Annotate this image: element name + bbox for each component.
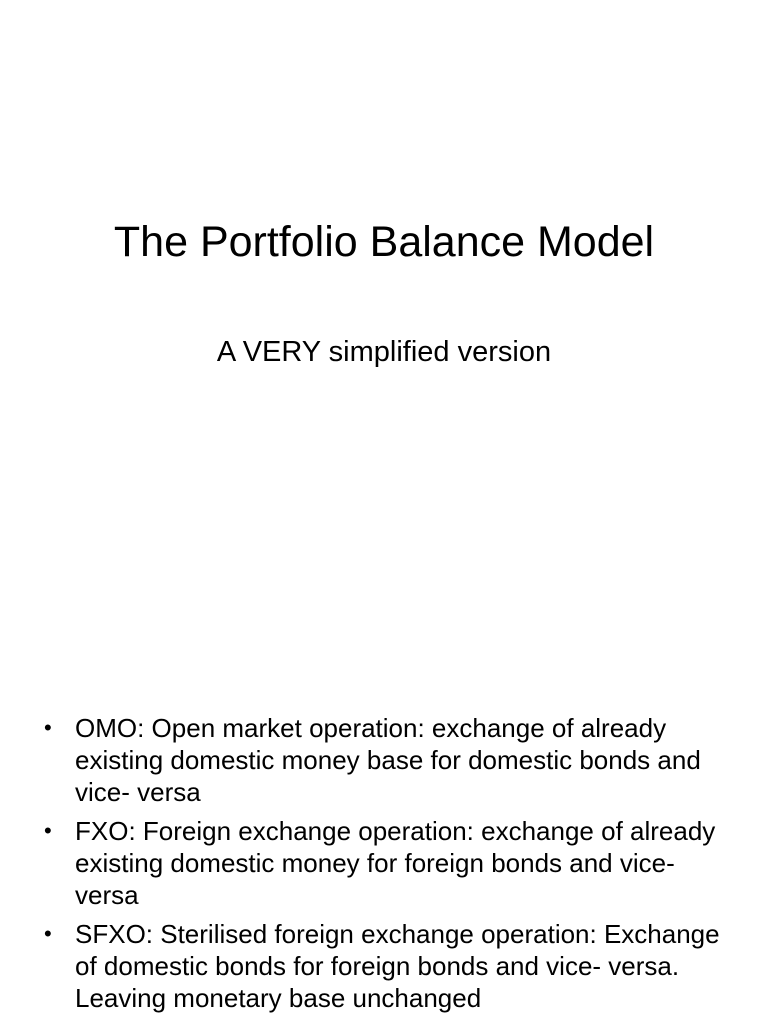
bullet-item-omo xyxy=(44,712,734,808)
slide-title: The Portfolio Balance Model xyxy=(113,218,655,266)
bullet-list xyxy=(44,712,734,1021)
bullet-dot-icon: • xyxy=(44,715,52,740)
bullet-item-fxo xyxy=(44,815,734,911)
bullet-dot-icon: • xyxy=(44,921,52,946)
slide-subtitle: A VERY simplified version xyxy=(216,336,552,368)
bullet-text: OMO: Open market operation: exchange of already existing domestic money base for domestic bonds and vice- versa xyxy=(75,713,701,807)
bullet-text: FXO: Foreign exchange operation: exchange of already existing domestic money for foreign bonds and vice- versa xyxy=(75,816,716,910)
bullet-dot-icon: • xyxy=(44,818,52,843)
bullet-text: SFXO: Sterilised foreign exchange operation: Exchange of domestic bonds for foreign bonds and vice- versa. Leaving monetary base unchanged xyxy=(75,919,720,1013)
bullet-item-sfxo xyxy=(44,918,734,1014)
